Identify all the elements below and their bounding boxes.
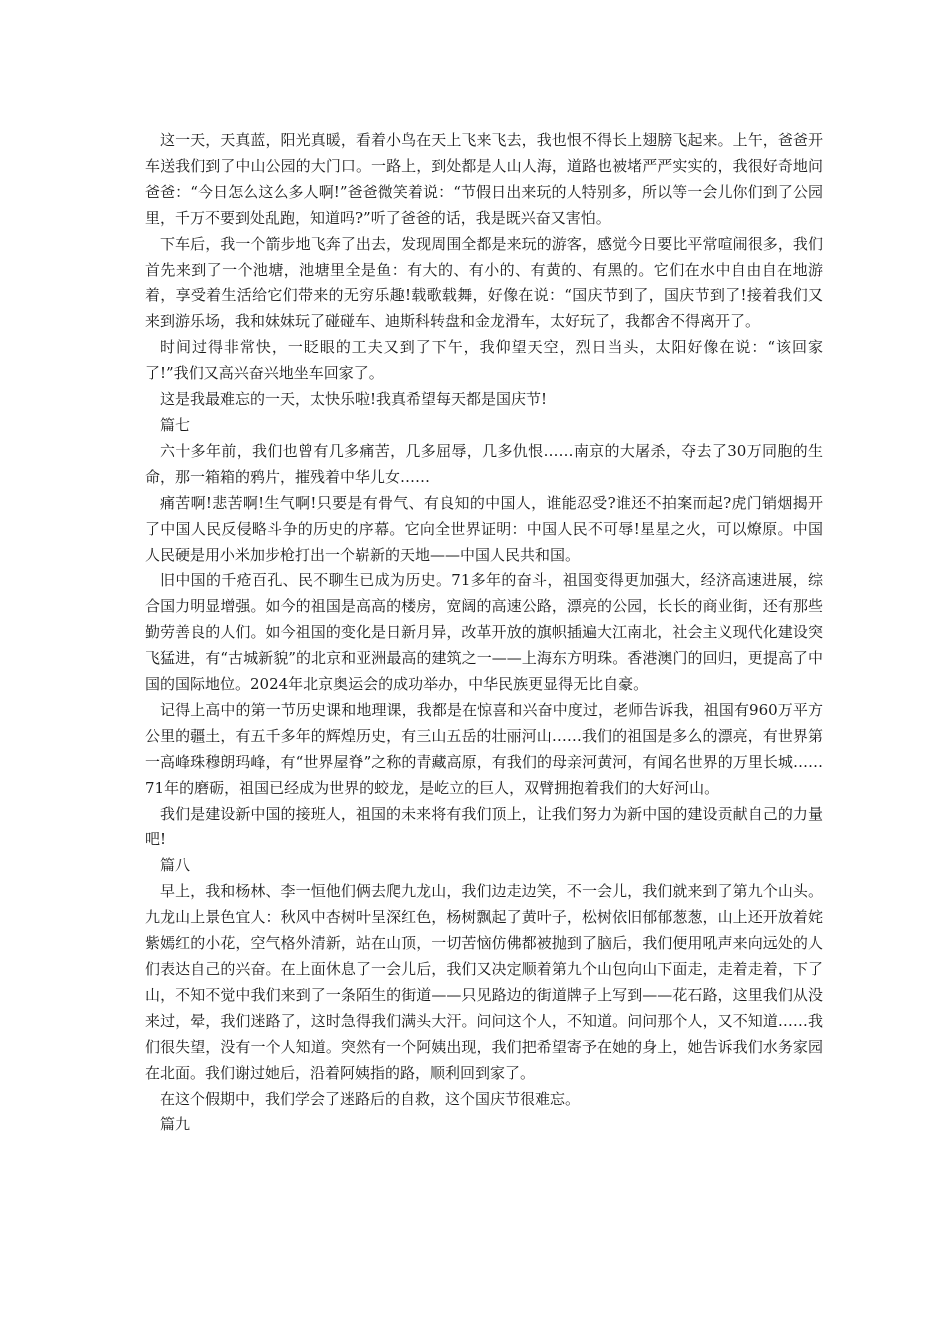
paragraph: 在这个假期中，我们学会了迷路后的自救，这个国庆节很难忘。 bbox=[160, 1089, 581, 1108]
paragraph: 时间过得非常快，一眨眼的工夫又到了下午，我仰望天空，烈日当头，太阳好像在说：“该回家了!”我们又高兴奋兴地坐车回家了。 bbox=[145, 338, 823, 383]
paragraph: 这是我最难忘的一天，太快乐啦!我真希望每天都是国庆节! bbox=[160, 390, 548, 409]
paragraph: 这一天，天真蓝，阳光真暖，看着小鸟在天上飞来飞去，我也恨不得长上翅膀飞起来。上午，爸爸开车送我们到了中山公园的大门口。一路上，到处都是人山人海，道路也被堵严严实实的，我很好奇地问爸爸：“今日怎么这么多人啊!”爸爸微笑着说：“节假日出来玩的人特别多，所以等一会儿你们到了公园里，千万不要到处乱跑，知道吗?”听了爸爸的话，我是既兴奋又害怕。 bbox=[145, 131, 823, 227]
section-heading: 篇八 bbox=[160, 856, 191, 875]
paragraph: 旧中国的千疮百孔、民不聊生已成为历史。71多年的奋斗，祖国变得更加强大，经济高速进展，综合国力明显增强。如今的祖国是高高的楼房，宽阔的高速公路，漂亮的公园，长长的商业街，还有那些勤劳善良的人们。如今祖国的变化是日新月异，改革开放的旗帜插遍大江南北，社会主义现代化建设突飞猛进，有“古城新貌”的北京和亚洲最高的建筑之一——上海东方明珠。香港澳门的回归，更提高了中国的国际地位。2024年北京奥运会的成功举办，中华民族更显得无比自豪。 bbox=[145, 571, 823, 694]
paragraph: 早上，我和杨林、李一恒他们俩去爬九龙山，我们边走边笑，不一会儿，我们就来到了第九个山头。九龙山上景色宜人：秋风中杏树叶呈深红色，杨树飘起了黄叶子，松树依旧郁郁葱葱，山上还开放着姹紫嫣红的小花，空气格外清新，站在山顶，一切苦恼仿佛都被抛到了脑后，我们便用吼声来向远处的人们表达自己的兴奋。在上面休息了一会儿后，我们又决定顺着第九个山包向山下面走，走着走着，下了山，不知不觉中我们来到了一条陌生的街道——只见路边的街道牌子上写到——花石路，这里我们从没来过，晕，我们迷路了，这时急得我们满头大汗。问问这个人，不知道。问问那个人，又不知道……我们很失望，没有一个人知道。突然有一个阿姨出现，我们把希望寄予在她的身上，她告诉我们水务家园在北面。我们谢过她后，沿着阿姨指的路，顺利回到家了。 bbox=[145, 882, 823, 1082]
paragraph: 六十多年前，我们也曾有几多痛苦，几多屈辱，几多仇恨……南京的大屠杀，夺去了30万同胞的生命，那一箱箱的鸦片，摧残着中华儿女…… bbox=[145, 441, 823, 486]
document-page bbox=[145, 128, 823, 1138]
section-heading: 篇七 bbox=[160, 415, 191, 434]
section-heading: 篇九 bbox=[160, 1115, 191, 1134]
paragraph: 下车后，我一个箭步地飞奔了出去，发现周围全都是来玩的游客，感觉今日要比平常喧闹很多，我们首先来到了一个池塘，池塘里全是鱼：有大的、有小的、有黄的、有黑的。它们在水中自由自在地游着，享受着生活给它们带来的无穷乐趣!载歌载舞，好像在说：“国庆节到了，国庆节到了!接着我们又来到游乐场，我和妹妹玩了碰碰车、迪斯科转盘和金龙滑车，太好玩了，我都舍不得离开了。 bbox=[145, 234, 823, 331]
paragraph: 记得上高中的第一节历史课和地理课，我都是在惊喜和兴奋中度过，老师告诉我，祖国有960万平方公里的疆土，有五千多年的辉煌历史，有三山五岳的壮丽河山……我们的祖国是多么的漂亮，有世界第一高峰珠穆朗玛峰，有“世界屋脊”之称的青藏高原，有我们的母亲河黄河，有闻名世界的万里长城……71年的磨砺，祖国已经成为世界的蛟龙，是屹立的巨人，双臂拥抱着我们的大好河山。 bbox=[145, 700, 823, 797]
paragraph: 痛苦啊!悲苦啊!生气啊!只要是有骨气、有良知的中国人，谁能忍受?谁还不拍案而起?虎门销烟揭开了中国人民反侵略斗争的历史的序幕。它向全世界证明：中国人民不可辱!星星之火，可以燎原。中国人民硬是用小米加步枪打出一个崭新的天地——中国人民共和国。 bbox=[145, 493, 823, 564]
paragraph: 我们是建设新中国的接班人，祖国的未来将有我们顶上，让我们努力为新中国的建设贡献自己的力量吧! bbox=[145, 804, 823, 849]
